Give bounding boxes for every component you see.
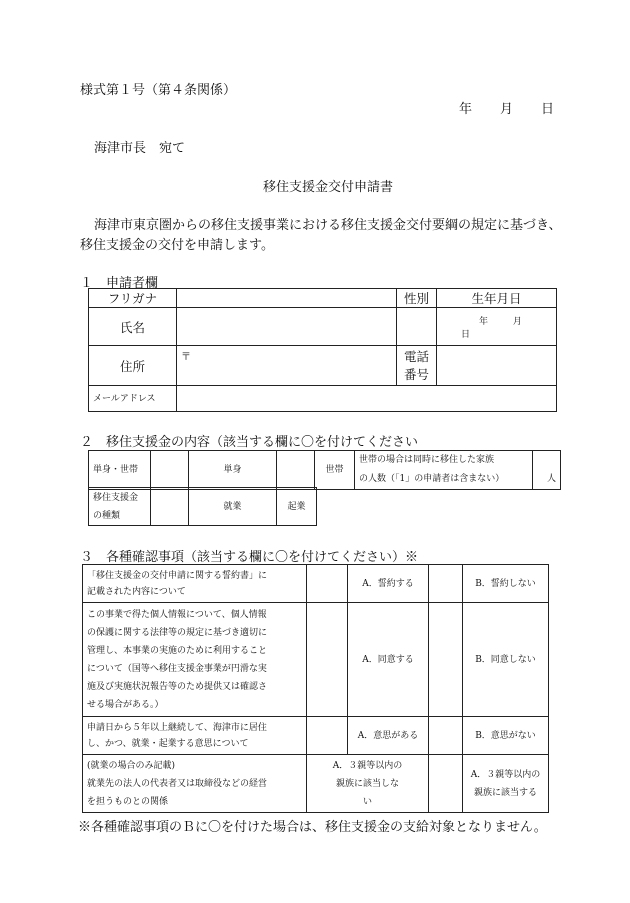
applicant-table	[88, 288, 557, 412]
name-label: 氏名	[89, 308, 177, 346]
household-note: 世帯の場合は同時に移住した家族 の人数（「1」の申請者は含まない）	[355, 451, 533, 490]
form-number: 様式第１号（第４条関係）	[80, 83, 237, 98]
support-category-label: 移住支援金 の種類	[89, 488, 151, 526]
confirmation-option-b-2: B．同意しない	[463, 603, 549, 717]
email-field[interactable]	[177, 386, 557, 412]
support-category-table	[88, 487, 317, 526]
date-month-label: 月	[500, 102, 514, 117]
household-label: 世帯	[315, 451, 355, 490]
birthdate-label: 生年月日	[437, 289, 557, 308]
confirmation-b-check-3[interactable]	[429, 717, 463, 755]
confirmation-option-a-3: A．意思がある	[348, 717, 429, 755]
employment-check-cell[interactable]	[151, 488, 189, 526]
date-day-label: 日	[541, 102, 555, 117]
section2-heading: ２ 移住支援金の内容（該当する欄に〇を付けてください	[80, 435, 419, 450]
birth-month-label: 月	[512, 316, 522, 327]
email-label: メールアドレス	[89, 386, 177, 412]
address-field[interactable]	[177, 346, 397, 386]
section3-heading: ３ 各種確認事項（該当する欄に〇を付けてください）※	[80, 550, 419, 565]
single-check-cell[interactable]	[151, 451, 189, 490]
confirmation-question-4: (就業の場合のみ記載) 就業先の法人の代表者又は取締役などの経営 を担うものとの関係	[83, 755, 307, 813]
gender-field[interactable]	[397, 308, 437, 346]
birth-year-label: 年	[479, 316, 489, 327]
section1-heading: １ 申請者欄	[80, 276, 159, 291]
confirmation-question-2: この事業で得た個人情報について、個人情報 の保護に関する法律等の規定に基づき適切に 管理し、本事業の実施のために利用すること について（国等へ移住支援金事業が円滑な実 施及び実施状況報告等のため提供又は確認さ せる場合がある。）	[83, 603, 307, 717]
intro-line-2: 移住支援金の交付を申請します。	[80, 238, 274, 253]
phone-label: 電話 番号	[397, 346, 437, 386]
confirmation-question-1: 「移住支援金の交付申請に関する誓約書」に 記載された内容について	[83, 565, 307, 603]
household-type-label: 単身・世帯	[89, 451, 151, 490]
postal-mark: 〒	[181, 352, 191, 363]
persons-unit: 人	[546, 474, 556, 484]
document-title: 移住支援金交付申請書	[263, 180, 394, 195]
confirmation-a-check-2[interactable]	[307, 603, 348, 717]
gender-label: 性別	[397, 289, 437, 308]
intro-line-1: 海津市東京圏からの移住支援事業における移住支援金交付要綱の規定に基づき、	[94, 218, 562, 233]
confirmation-option-a-2: A．同意する	[348, 603, 429, 717]
confirmation-option-b-3: B．意思がない	[463, 717, 549, 755]
startup-label[interactable]: 起業	[277, 488, 317, 526]
confirmation-a-check-3[interactable]	[307, 717, 348, 755]
employment-label: 就業	[189, 488, 277, 526]
single-label: 単身	[189, 451, 277, 490]
confirmation-a-check-1[interactable]	[307, 565, 348, 603]
date-year-label: 年	[459, 102, 473, 117]
name-field[interactable]	[177, 308, 397, 346]
household-check-cell[interactable]	[277, 451, 315, 490]
confirmation-option-a-4: A．３親等以内の 親族に該当しな い	[307, 755, 429, 813]
persons-field[interactable]	[533, 451, 561, 490]
furigana-label: フリガナ	[89, 289, 177, 308]
phone-field[interactable]	[437, 346, 557, 386]
birth-day-label: 日	[461, 329, 471, 340]
confirmation-option-b-4: A．３親等以内の 親族に該当する	[463, 755, 549, 813]
confirmation-option-b-1: B．誓約しない	[463, 565, 549, 603]
footnote: ※各種確認事項のＢに〇を付けた場合は、移住支援金の支給対象となりません。	[78, 820, 547, 835]
confirmation-b-check-1[interactable]	[429, 565, 463, 603]
address-label: 住所	[89, 346, 177, 386]
confirmation-option-a-1: A．誓約する	[348, 565, 429, 603]
confirmation-table	[82, 564, 549, 813]
birthdate-field[interactable]	[437, 308, 557, 346]
support-type-table	[88, 450, 561, 490]
addressee: 海津市長 宛て	[94, 141, 186, 156]
furigana-field[interactable]	[177, 289, 397, 308]
confirmation-b-check-4[interactable]	[429, 755, 463, 813]
confirmation-question-3: 申請日から５年以上継続して、海津市に居住 し、かつ、就業・起業する意思について	[83, 717, 307, 755]
confirmation-b-check-2[interactable]	[429, 603, 463, 717]
